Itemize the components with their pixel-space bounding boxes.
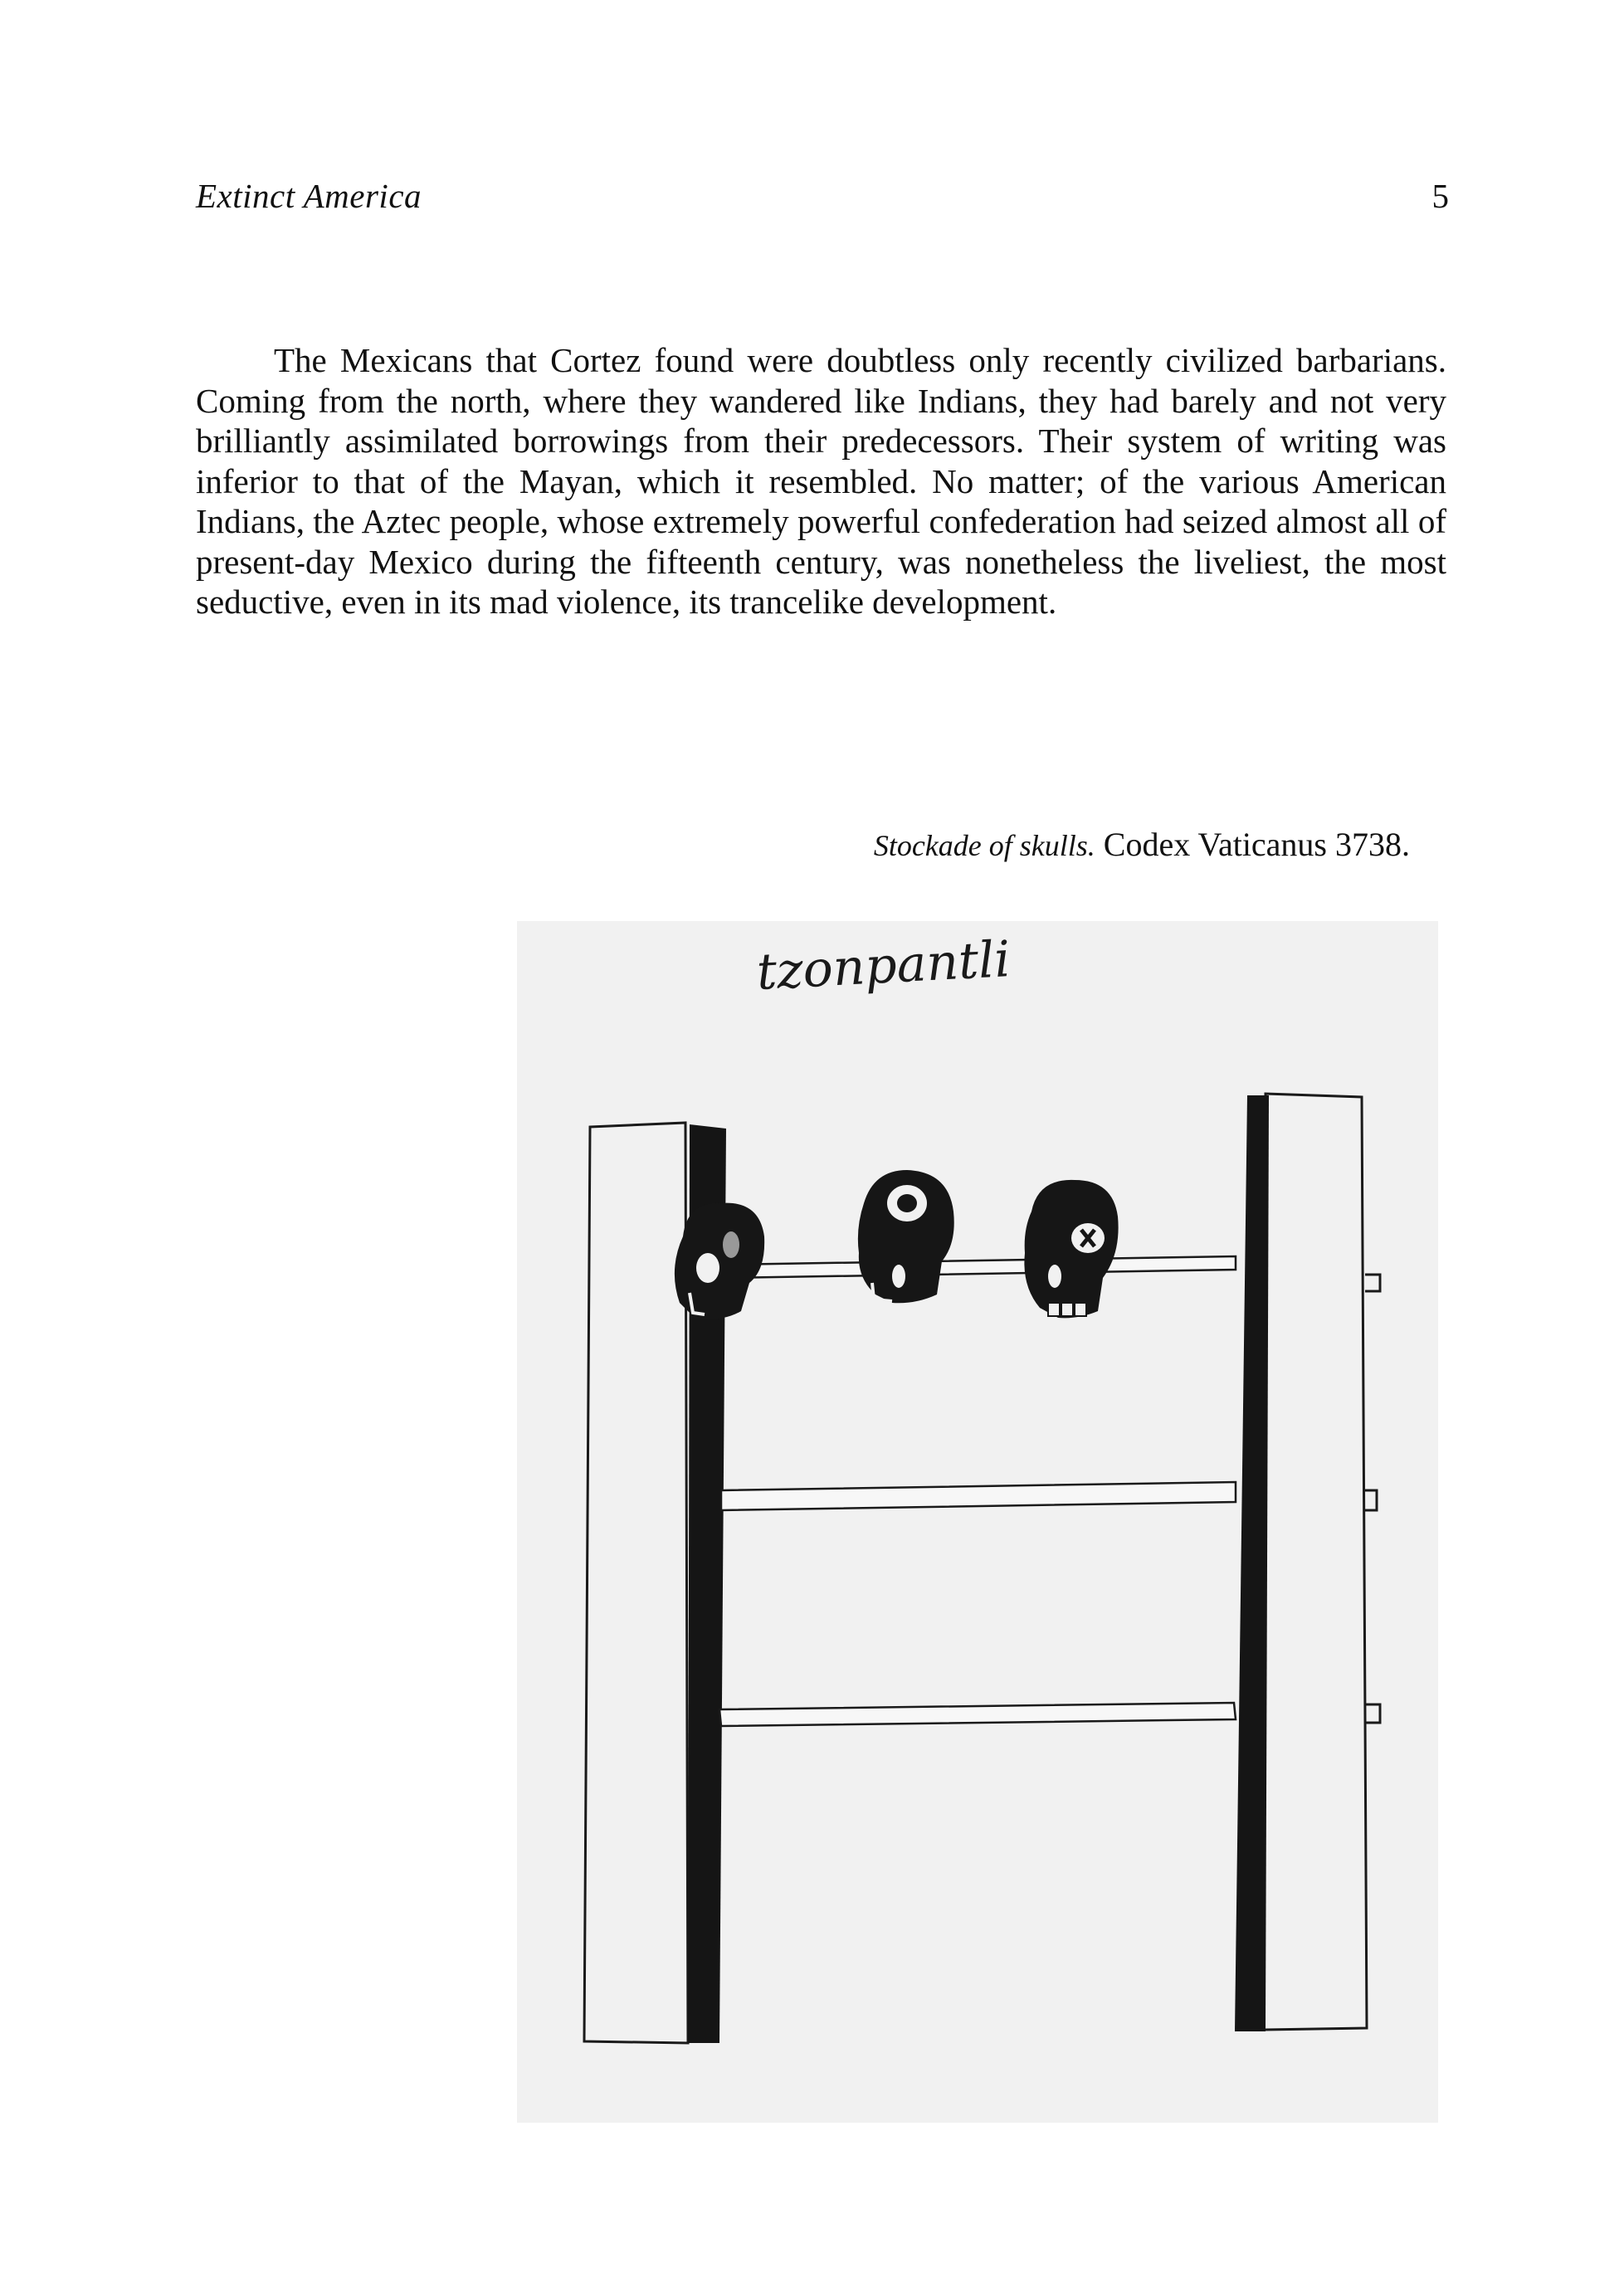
page-number: 5 — [1431, 177, 1449, 215]
skull-rack-drawing — [517, 921, 1438, 2123]
skull-left — [675, 1203, 764, 1320]
crossbar-upper — [721, 1482, 1236, 1510]
right-post — [1235, 1094, 1380, 2031]
skull-right — [1024, 1180, 1118, 1318]
crossbar-lower — [719, 1703, 1236, 1726]
figure-caption — [874, 825, 1410, 864]
caption-title: Stockade of skulls. — [873, 829, 1095, 862]
caption-source: Codex Vaticanus 3738. — [1103, 826, 1410, 863]
skull-pole — [726, 1256, 1236, 1278]
running-head: Extinct America — [196, 177, 422, 215]
skull-middle — [858, 1170, 954, 1303]
body-paragraph: The Mexicans that Cortez found were doubtless only recently civilized barbarians. Coming from the north, where they wandered like Indians, they had barely and not very brilliantly assimilated borrowings from their predecessors. Their system of writing was inferior to that of the Mayan, which it resembled. No matter; of the various American Indians, the Aztec people, whose extremely powerful confederation had seized almost all of present-day Mexico during the fifteenth century, was nonetheless the liveliest, the most seductive, even in its mad violence, its trancelike development. — [196, 341, 1446, 621]
handwritten-label: tzonpantli — [755, 930, 1012, 1002]
skull-stockade-figure — [517, 921, 1438, 2123]
